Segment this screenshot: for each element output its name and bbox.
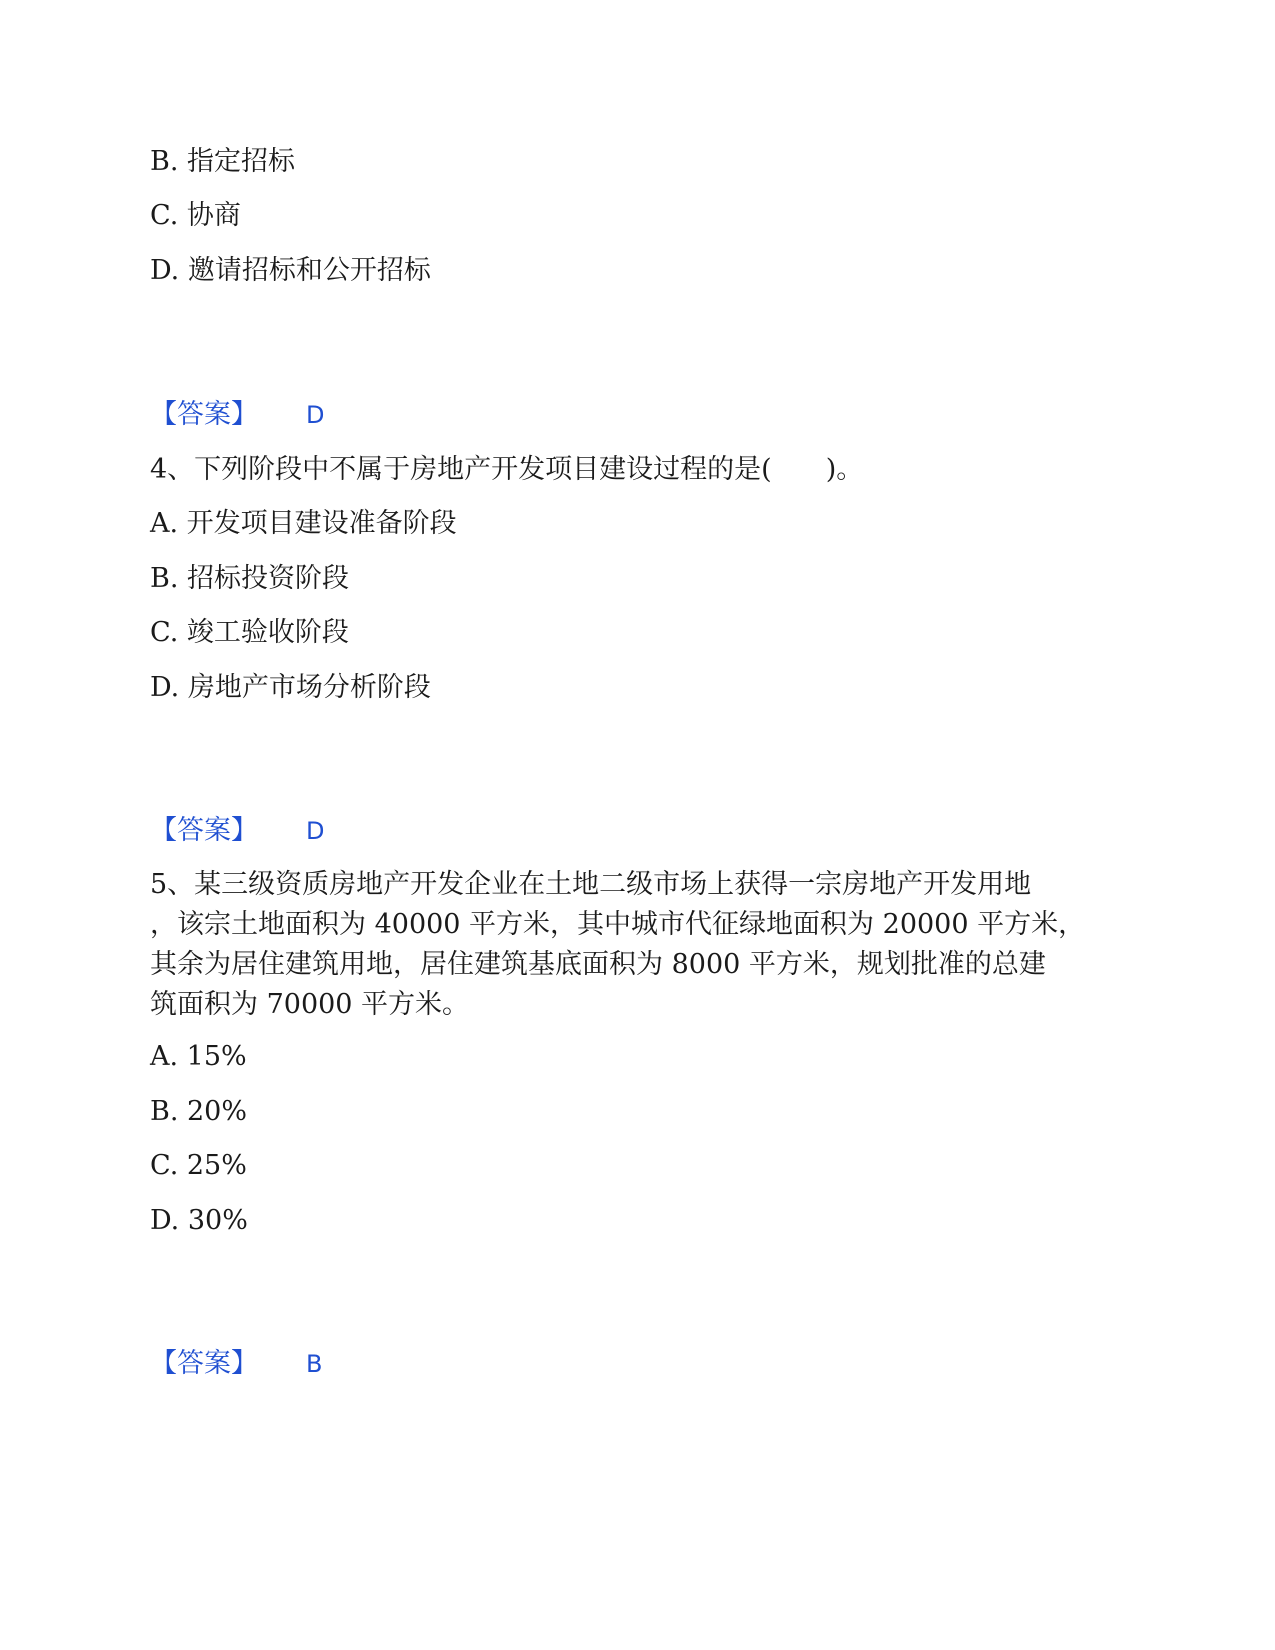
q4-option-a: A. 开发项目建设准备阶段 (150, 508, 457, 539)
q5-stem-line-3: 其余为居住建筑用地，居住建筑基底面积为 8000 平方米，规划批准的总建 (150, 949, 1046, 980)
q5-answer-label: 【答案】 (150, 1348, 258, 1379)
q5-stem (150, 865, 1110, 1025)
q4-answer-label: 【答案】 (150, 815, 258, 846)
q4-option-b: B. 招标投资阶段 (150, 563, 350, 594)
q5-stem-line-2: ，该宗土地面积为 40000 平方米，其中城市代征绿地面积为 20000 平方米， (150, 909, 1086, 940)
q3-answer-label: 【答案】 (150, 399, 258, 430)
q5-option-c: C. 25% (150, 1150, 247, 1181)
q5-answer-value: B (306, 1350, 323, 1378)
q3-answer (150, 395, 324, 435)
q5-option-b: B. 20% (150, 1096, 248, 1127)
q3-option-b: B. 指定招标 (150, 146, 296, 177)
q5-answer (150, 1344, 322, 1384)
q5-option-d: D. 30% (150, 1205, 248, 1236)
q5-stem-line-1: 5、某三级资质房地产开发企业在土地二级市场上获得一宗房地产开发用地 (150, 869, 1032, 900)
q4-option-c: C. 竣工验收阶段 (150, 617, 349, 648)
q4-answer-value: D (306, 817, 325, 845)
q3-option-c: C. 协商 (150, 200, 241, 231)
q4-answer (150, 811, 324, 851)
q4-option-d: D. 房地产市场分析阶段 (150, 672, 431, 703)
q5-stem-line-4: 筑面积为 70000 平方米。 (150, 989, 470, 1020)
q3-answer-value: D (306, 401, 325, 429)
q4-stem: 4、下列阶段中不属于房地产开发项目建设过程的是( )。 (150, 454, 864, 485)
q5-option-a: A. 15% (150, 1041, 247, 1072)
q3-option-d: D. 邀请招标和公开招标 (150, 255, 431, 286)
